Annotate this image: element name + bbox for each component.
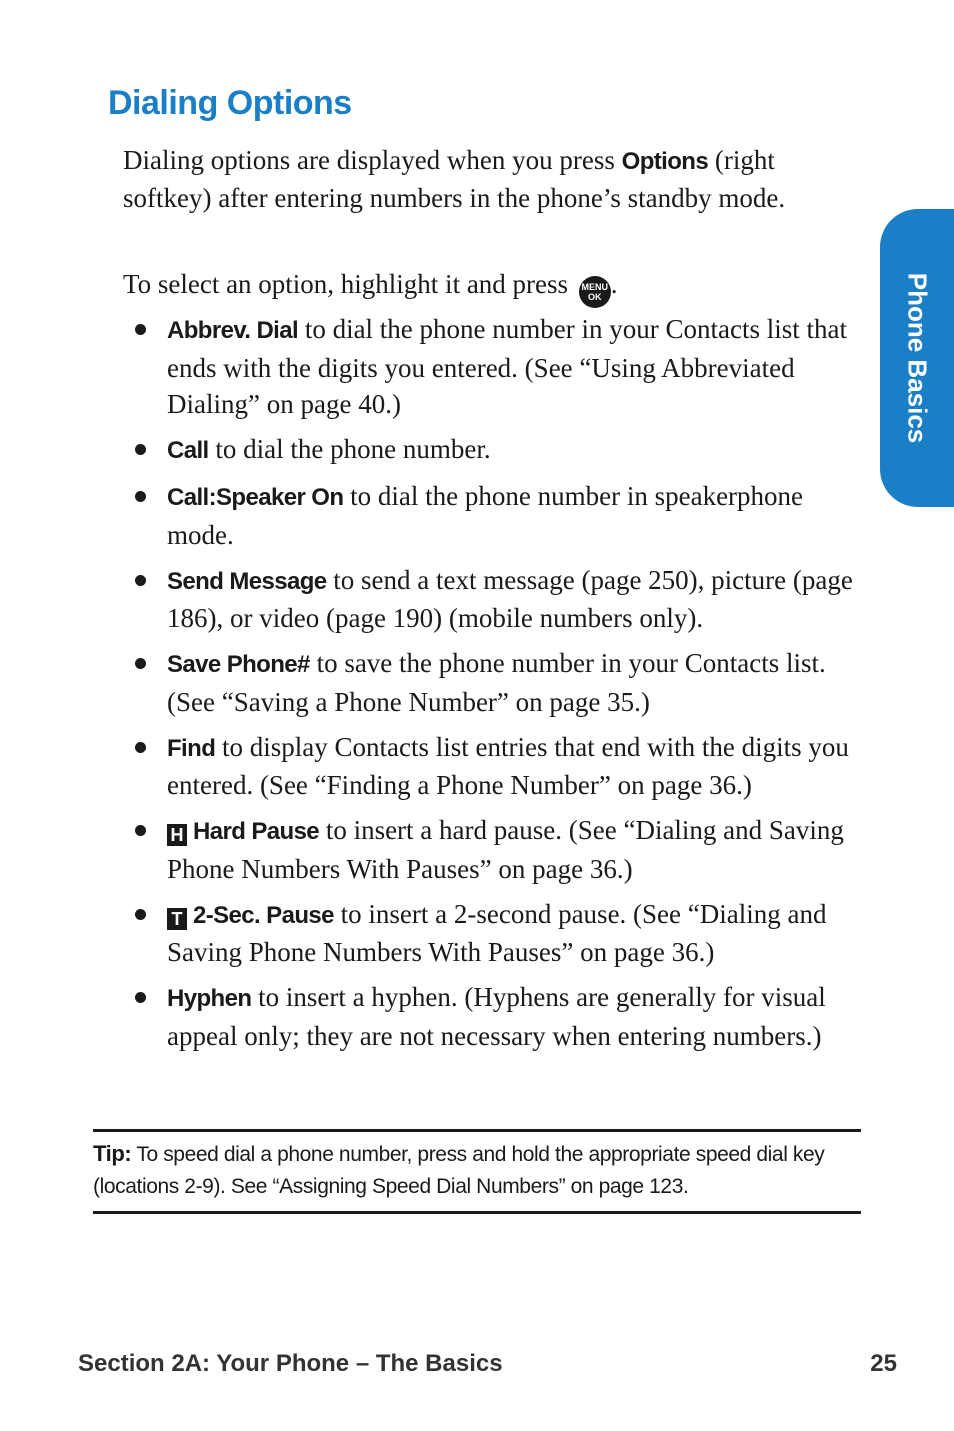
option-description: to display Contacts list entries that end with the digits you entered. (See “Finding a Phone Number” on page 36.)	[167, 731, 849, 800]
side-tab-label: Phone Basics	[902, 272, 933, 444]
option-call-speaker-on	[130, 478, 865, 553]
option-save-phone	[130, 645, 865, 720]
menu-key-line2: OK	[588, 292, 602, 302]
option-term: Call	[167, 437, 209, 464]
option-term: Call:Speaker On	[167, 484, 344, 511]
select-text-after: .	[610, 269, 618, 299]
select-instruction	[123, 266, 618, 308]
option-description: to dial the phone number in your Contacts list that ends with the digits you entered. (See “Using Abbreviated Dialing” on page 40.)	[167, 314, 847, 419]
bullet-icon	[135, 575, 146, 586]
option-description: to insert a 2-second pause. (See “Dialing and Saving Phone Numbers With Pauses” on page 36.)	[167, 898, 827, 967]
page-title: Dialing Options	[108, 84, 352, 122]
option-term: Hyphen	[167, 985, 252, 1012]
timed-pause-icon: T	[167, 908, 187, 930]
tip-text: To speed dial a phone number, press and hold the appropriate speed dial key (locations 2-9). See “Assigning Speed Dial Numbers” on page 123.	[93, 1143, 825, 1198]
intro-text-after: (right softkey) after entering numbers in the phone’s standby mode.	[123, 145, 786, 213]
menu-key-line1: MENU	[581, 282, 609, 292]
option-term: 2-Sec. Pause	[193, 901, 334, 929]
option-hard-pause	[130, 812, 865, 887]
option-description: to save the phone number in your Contacts list. (See “Saving a Phone Number” on page 35.)	[167, 648, 826, 717]
option-term: Abbrev. Dial	[167, 317, 299, 344]
option-2sec-pause	[130, 896, 865, 971]
intro-paragraph	[123, 142, 863, 217]
option-description: to dial the phone number in speakerphone mode.	[167, 481, 804, 550]
bullet-icon	[135, 324, 146, 335]
option-call	[130, 431, 865, 470]
hard-pause-icon: H	[167, 824, 187, 846]
bullet-icon	[135, 491, 146, 502]
intro-text-before: Dialing options are displayed when you press	[123, 145, 622, 175]
footer-section-title: Section 2A: Your Phone – The Basics	[78, 1350, 503, 1377]
bullet-icon	[135, 909, 146, 920]
bullet-icon	[135, 825, 146, 836]
option-term: Send Message	[167, 567, 327, 595]
bullet-icon	[135, 444, 146, 455]
option-hyphen	[130, 979, 865, 1054]
option-term: Save Phone#	[167, 651, 310, 678]
option-description: to insert a hard pause. (See “Dialing and Saving Phone Numbers With Pauses” on page 36.)	[167, 815, 844, 884]
option-description: to dial the phone number.	[208, 434, 491, 464]
dialing-options-list	[130, 311, 865, 1063]
option-abbrev-dial	[130, 311, 865, 423]
options-softkey-term: Options	[621, 148, 709, 175]
tip-box	[93, 1129, 861, 1214]
bullet-icon	[135, 992, 146, 1003]
option-term: Find	[167, 734, 216, 762]
option-description: to send a text message (page 250), picture (page 186), or video (page 190) (mobile numbers only).	[167, 564, 853, 633]
option-find	[130, 729, 865, 804]
option-send-message	[130, 562, 865, 637]
bullet-icon	[135, 658, 146, 669]
bullet-icon	[135, 742, 146, 753]
footer-page-number: 25	[870, 1350, 897, 1377]
section-side-tab	[880, 209, 954, 507]
tip-label: Tip:	[93, 1141, 132, 1166]
option-term: Hard Pause	[193, 818, 320, 845]
option-description: to insert a hyphen. (Hyphens are generally for visual appeal only; they are not necessary when entering numbers.)	[167, 982, 826, 1051]
select-text-before: To select an option, highlight it and press	[123, 269, 575, 299]
menu-ok-key-icon	[579, 276, 611, 308]
